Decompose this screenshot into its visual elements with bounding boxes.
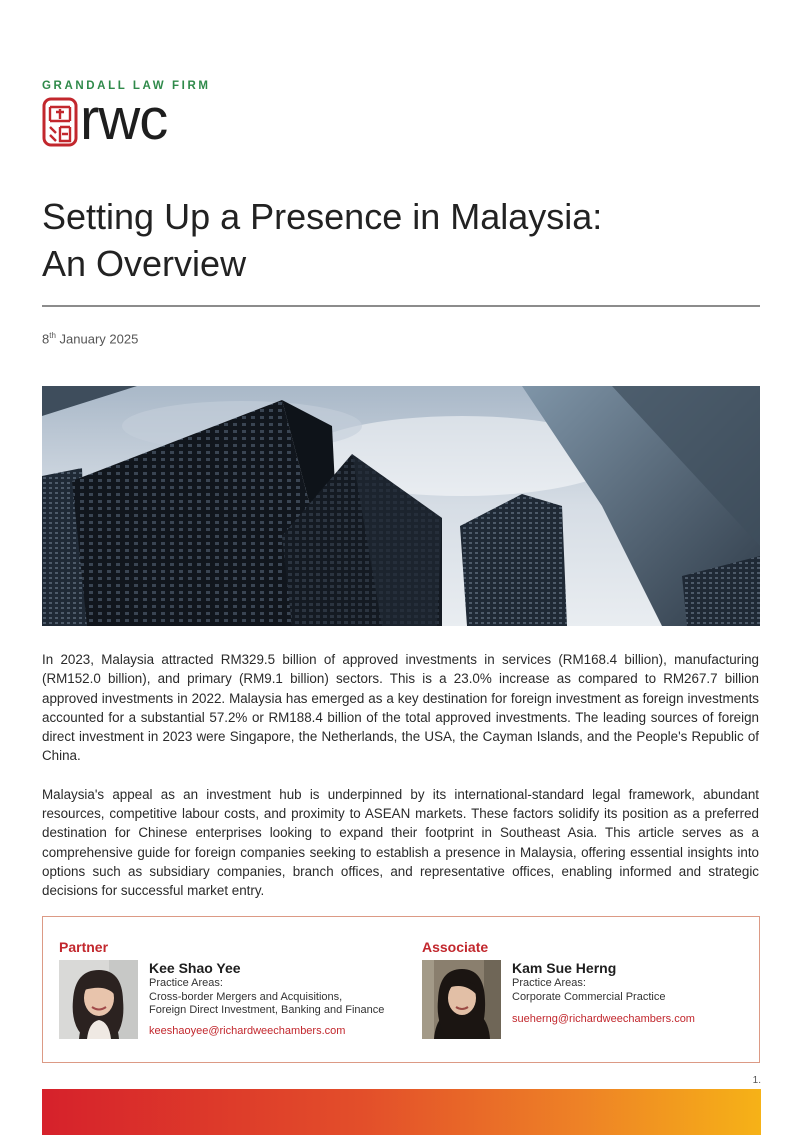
partner-practice-label: Practice Areas: [149,977,223,989]
chinese-seal-icon [42,97,78,147]
title-line-1: Setting Up a Presence in Malaysia: [42,196,603,237]
contacts-box [42,916,760,1063]
associate-portrait-photo [422,960,501,1039]
associate-name: Kam Sue Herng [512,960,617,976]
partner-practice-line: Foreign Direct Investment, Banking and Finance [149,1004,385,1016]
logo-wordmark: rwc [80,87,168,152]
title-line-2: An Overview [42,243,247,284]
paragraph-investment-stats: In 2023, Malaysia attracted RM329.5 billion of approved investments in services (RM168.4 billion), manufacturing (RM152.0 billion), and primary (RM9.1 billion) sectors. This is a 23.0% increase as compared to RM267.7 billion approved investments in 2022. Malaysia has emerged as a key destination for foreign investment as foreign investments accounted for a substantial 57.2% or RM188.4 billion of the total approved investments. The leading sources of foreign direct investment in 2023 were Singapore, the Netherlands, the USA, the Cayman Islands, and the People's Republic of China. [42,652,759,764]
publication-date [42,331,138,346]
hero-skyscraper-image [42,386,760,626]
title-divider [42,305,760,307]
page-title [42,193,762,287]
firm-name: GRANDALL LAW FIRM [42,80,211,92]
partner-email-link[interactable]: keeshaoyee@richardweechambers.com [149,1025,346,1037]
partner-name: Kee Shao Yee [149,960,241,976]
associate-practice [512,977,665,1004]
date-month-year: January 2025 [55,331,139,347]
date-suffix: th [49,331,56,340]
article-body [42,650,759,920]
partner-practice [149,977,384,1018]
footer-gradient-bar [42,1089,761,1135]
date-day: 8 [42,331,50,347]
page-number: 1. [752,1075,761,1086]
partner-practice-line: Cross-border Mergers and Acquisitions, [149,990,343,1003]
associate-practice-label: Practice Areas: [512,977,586,989]
paragraph-investment-hub: Malaysia's appeal as an investment hub is underpinned by its international-standard legal framework, abundant resources, competitive labour costs, and proximity to ASEAN markets. These factors solidify its position as a preferred destination for Chinese enterprises looking to expand their footprint in Southeast Asia. This article serves as a comprehensive guide for foreign companies seeking to establish a presence in Malaysia, offering essential insights into options such as subsidiary companies, branch offices, and representative offices, enabling informed and strategic decisions for successful market entry. [42,786,759,899]
associate-email-link[interactable]: sueherng@richardweechambers.com [512,1013,695,1025]
associate-practice-line: Corporate Commercial Practice [512,990,666,1003]
partner-role-label: Partner [59,939,109,955]
partner-portrait-photo [59,960,138,1039]
associate-role-label: Associate [422,939,489,955]
